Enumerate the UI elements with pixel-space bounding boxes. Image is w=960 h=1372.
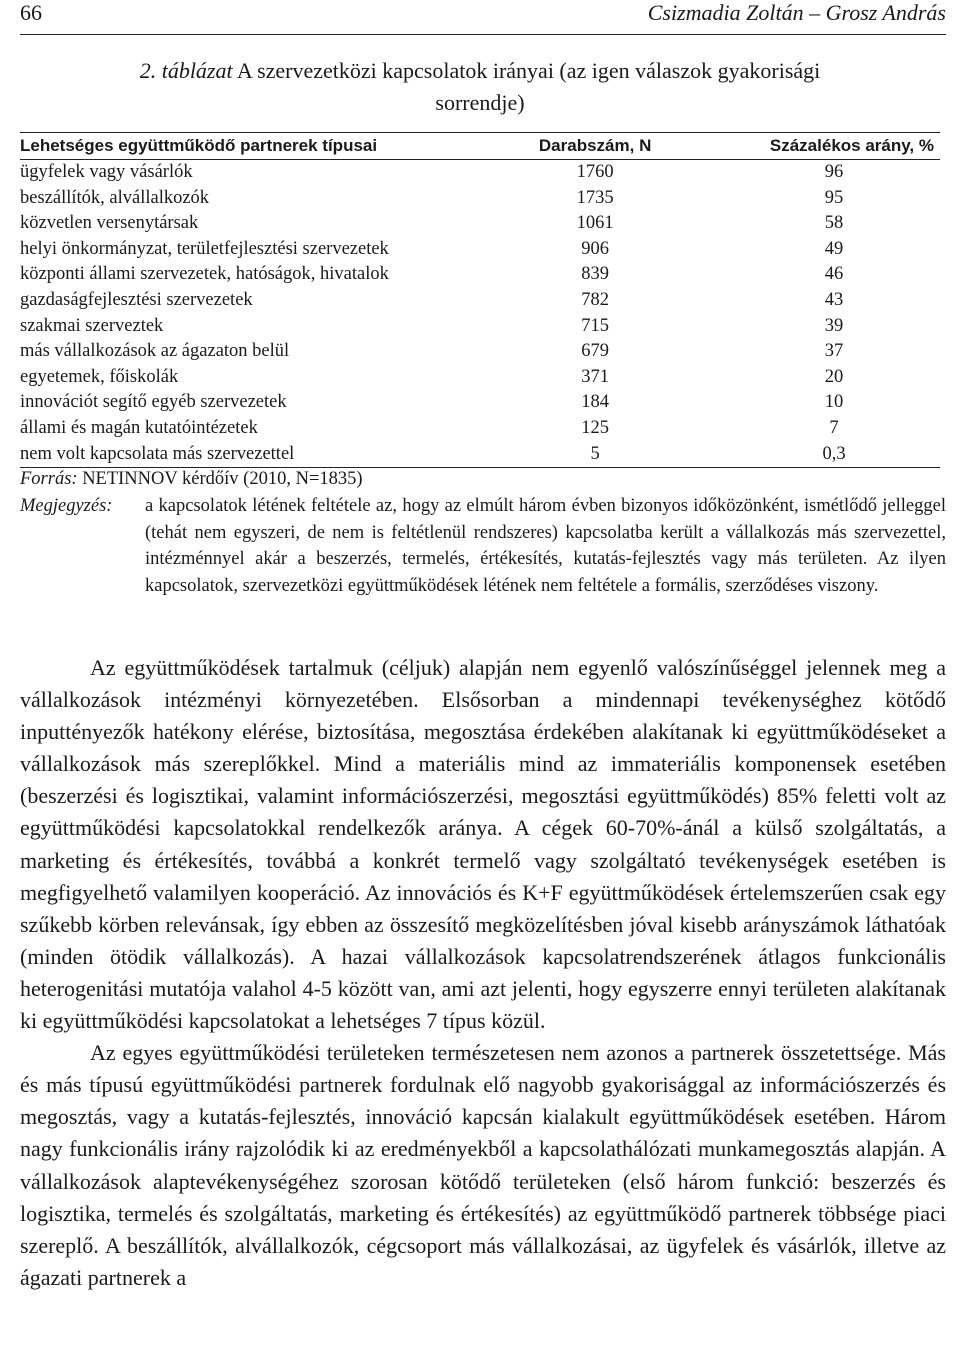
cell-percent: 96 [824, 162, 844, 182]
table-row [20, 288, 940, 314]
table-caption-text: A szervezetközi kapcsolatok irányai (az igen válaszok gyakorisági sorrendje) [232, 58, 821, 115]
column-header-count: Darabszám, N [486, 133, 704, 160]
cell-percent: 95 [824, 187, 844, 208]
cell-percent: 37 [824, 341, 844, 362]
table-row [20, 186, 940, 212]
partner-types-table [20, 132, 940, 468]
cell-partner-type: nem volt kapcsolata más szervezettel [20, 442, 486, 468]
table-row [20, 390, 940, 416]
table-caption [120, 55, 840, 119]
cell-count: 125 [581, 417, 609, 438]
cell-partner-type: beszállítók, alvállalkozók [20, 187, 210, 208]
running-head: Csizmadia Zoltán – Grosz András [647, 0, 946, 25]
cell-partner-type: innovációt segítő egyéb szervezetek [20, 392, 287, 413]
cell-percent: 43 [824, 289, 844, 310]
cell-partner-type: más vállalkozások az ágazaton belül [20, 341, 290, 362]
table-row [20, 314, 940, 340]
paragraph: Az együttműködések tartalmuk (céljuk) alapján nem egyenlő valószínűséggel jelennek meg a vállalkozások intézményi környezetében. Elsősorban a mindennapi tevékenységhez kötődő inputtényezők hatékony elérése, biztosítása, megosztása érdekében alakítanak ki együttműködéseket a vállalkozások más szereplőkkel. Mind a materiális mind az immateriális komponensek esetében (beszerzési és logisztikai, valamint információszerzési, megosztási együttműködés) 85% feletti volt az együttműködési kapcsolatokkal rendelkezők aránya. A cégek 60-70%-ánál a külső szolgáltatás, a marketing és értékesítés, továbbá a konkrét termelő vagy szolgáltató tevékenységek esetében is megfigyelhető valamilyen kooperáció. Az innovációs és K+F együttműködések értelemszerűen csak egy szűkebb körben relevánsak, így ebben az összesítő megközelítésben jóval kisebb arányszámok láthatóak (minden ötödik vállalkozás). A hazai vállalkozások kapcsolatrendszerének átlagos funkcionális heterogenitási mutatója valahol 4-5 között van, ami azt jelenti, hogy egyszerre ennyi területen alakítanak ki együttműködési kapcsolatokat a lehetséges 7 típus közül. [20, 655, 946, 1034]
cell-count: 5 [486, 442, 704, 468]
table-row [20, 339, 940, 365]
column-header-percent: Százalékos arány, % [704, 133, 940, 160]
source-text: NETINNOV kérdőív (2010, N=1835) [77, 469, 363, 489]
cell-count: 1735 [576, 187, 614, 208]
body-text [20, 652, 946, 1294]
cell-percent: 39 [824, 315, 844, 336]
cell-count: 371 [581, 366, 609, 387]
table-row [20, 211, 940, 237]
cell-partner-type: állami és magán kutatóintézetek [20, 417, 258, 438]
table-header-row [20, 133, 940, 160]
cell-percent: 0,3 [822, 443, 846, 464]
table-row [20, 365, 940, 391]
column-header-partner-type: Lehetséges együttműködő partnerek típusai [20, 133, 486, 160]
cell-count: 1760 [576, 162, 614, 182]
cell-count: 906 [581, 238, 609, 259]
paragraph: Az egyes együttműködési területeken természetesen nem azonos a partnerek összetettsége. Más és más típusú együttműködési partnerek fordulnak elő nagyobb gyakorisággal az információszerzés és megosztás, vagy a kutatás-fejlesztés, innováció kapcsán kialakult együttműködések esetében. Három nagy funkcionális irány rajzolódik ki az eredményekből a kapcsolathálózati munkamegosztás alapján. A vállalkozások alaptevékenységéhez szorosan kötődő területeken (első három funkció: beszerzés és logisztika, termelés és szolgáltatás, marketing és értékesítés) az együttműködő partnerek többsége piaci szereplő. A beszállítók, alvállalkozók, cégcsoport más vállalkozásai, az ügyfelek és vásárlók, illetve az ágazati partnerek a [20, 1040, 946, 1290]
table-source [20, 467, 363, 491]
table-row [20, 237, 940, 263]
table-row [20, 262, 940, 288]
table-caption-label: 2. táblázat [139, 58, 233, 83]
cell-count: 839 [581, 264, 609, 285]
cell-count: 679 [581, 341, 609, 362]
cell-partner-type: szakmai szerveztek [20, 315, 164, 336]
page-header [20, 0, 946, 35]
note-text: a kapcsolatok létének feltétele az, hogy az elmúlt három évben bizonyos időközönként, ismétlődő jelleggel (tehát nem egyszeri, de nem is feltétlenül rendszeres) kapcsolatba került a vállalkozás más szervezettel, intézménnyel akár a beszerzés, termelés, értékesítés, kutatás-fejlesztés vagy más területen. Az ilyen kapcsolatok, szervezetközi együttműködések létének nem feltétele a formális, szerződéses viszony. [145, 496, 946, 596]
table-row [20, 442, 940, 468]
cell-percent: 10 [824, 392, 844, 413]
cell-count: 1061 [576, 213, 614, 234]
cell-count: 715 [581, 315, 609, 336]
source-label: Forrás: [20, 469, 78, 489]
page-number: 66 [20, 0, 42, 25]
cell-partner-type: ügyfelek vagy vásárlók [20, 162, 193, 182]
table-row [20, 160, 940, 186]
note-label: Megjegyzés: [20, 496, 113, 516]
cell-percent: 49 [824, 238, 844, 259]
cell-percent: 58 [824, 213, 844, 234]
table-row [20, 416, 940, 442]
cell-partner-type: gazdaságfejlesztési szervezetek [20, 289, 253, 310]
cell-partner-type: központi állami szervezetek, hatóságok, hivatalok [20, 264, 389, 285]
cell-partner-type: helyi önkormányzat, területfejlesztési szervezetek [20, 238, 389, 259]
cell-count: 782 [581, 289, 609, 310]
cell-partner-type: egyetemek, főiskolák [20, 366, 179, 387]
cell-percent: 20 [824, 366, 844, 387]
table-note [20, 493, 946, 599]
cell-partner-type: közvetlen versenytársak [20, 213, 199, 234]
cell-count: 184 [581, 392, 609, 413]
cell-percent: 46 [824, 264, 844, 285]
cell-percent: 7 [829, 417, 839, 438]
